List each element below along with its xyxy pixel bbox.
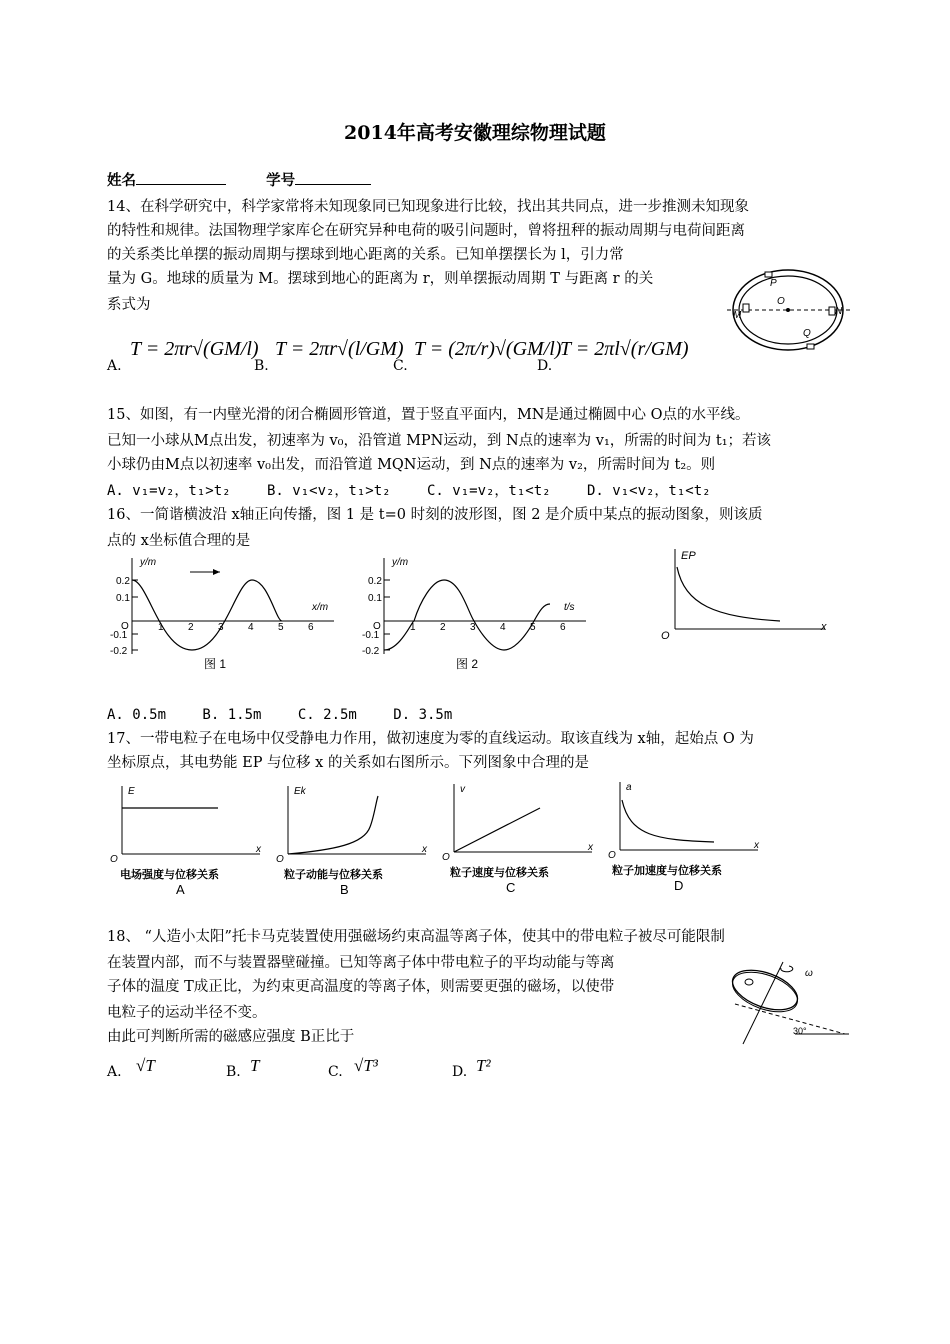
q18-line-4: 电粒子的运动半径不变。: [107, 1005, 267, 1021]
wave-figure-1: [108, 552, 338, 674]
svg-text:0.1: 0.1: [116, 593, 130, 604]
svg-text:图 1: 图 1: [204, 657, 227, 671]
ep-vs-x-graph: [655, 545, 835, 645]
q18-line-5: 由此可判断所需的磁感应强度 B正比于: [107, 1029, 355, 1045]
q17-line-1: 17、一带电粒子在电场中仅受静电力作用，做初速度为零的直线运动。取该直线为 x轴，起始点 O 为: [107, 731, 754, 747]
graph-c-letter: C: [506, 880, 516, 895]
q18-option-c-label: C.: [328, 1064, 343, 1080]
q14-option-c-label: C.: [393, 358, 408, 374]
q14-line-2: 的特性和规律。法国物理学家库仑在研究异种电荷的吸引问题时，曾将扭秤的振动周期与电荷间距离: [107, 223, 745, 239]
name-field[interactable]: [136, 170, 226, 185]
q14-line-1: 14、在科学研究中，科学家常将未知现象同已知现象进行比较，找出其共同点，进一步推测未知现象: [107, 199, 749, 215]
svg-text:5: 5: [278, 622, 284, 633]
q14-line-5: 系式为: [107, 297, 151, 313]
graph-d-caption: 粒子加速度与位移关系: [612, 865, 722, 877]
q14-formula-a: T = 2πr√(GM/l): [130, 338, 259, 360]
label-p: P: [770, 278, 777, 289]
graph-c-caption: 粒子速度与位移关系: [450, 867, 549, 879]
graph-b-caption: 粒子动能与位移关系: [284, 869, 383, 881]
svg-text:x: x: [821, 621, 827, 633]
page-title: 2014年高考安徽理综物理试题: [344, 122, 606, 144]
svg-text:O: O: [373, 621, 381, 632]
q17-line-2: 坐标原点，其电势能 EP 与位移 x 的关系如右图所示。下列图象中合理的是: [107, 755, 589, 771]
q14-line-3: 的关系类比单摆的振动周期与摆球到地心距离的关系。已知单摆摆长为 l，引力常: [107, 247, 624, 263]
svg-text:图 2: 图 2: [456, 657, 479, 671]
svg-text:x: x: [256, 844, 261, 855]
graph-b-letter: B: [340, 882, 349, 897]
svg-text:0.2: 0.2: [368, 576, 382, 587]
graph-d-letter: D: [674, 878, 684, 893]
id-field[interactable]: [295, 170, 371, 185]
svg-text:O: O: [121, 621, 129, 632]
svg-text:3: 3: [470, 622, 476, 633]
q18-line-3: 子体的温度 T成正比，为约束更高温度的等离子体，则需要更强的磁场，以使带: [107, 979, 615, 995]
svg-text:5: 5: [530, 622, 536, 633]
q14-formula-b: T = 2πr√(l/GM): [275, 338, 404, 360]
label-o: O: [777, 296, 785, 307]
svg-text:O: O: [276, 854, 284, 862]
student-header: [107, 170, 371, 192]
svg-text:4: 4: [248, 622, 254, 633]
label-q: Q: [803, 328, 811, 339]
svg-text:3: 3: [218, 622, 224, 633]
svg-text:-0.1: -0.1: [362, 630, 380, 641]
q18-option-a-label: A.: [107, 1064, 122, 1080]
svg-text:y/m: y/m: [392, 557, 409, 568]
svg-text:x: x: [588, 842, 593, 853]
q18-line-2: 在装置内部，而不与装置器壁碰撞。已知等离子体中带电粒子的平均动能与等离: [107, 955, 615, 971]
q15-line-3: 小球仍由M点以初速率 v₀出发，而沿管道 MQN运动，到 N点的速率为 v₂，所需时间为 t₂。则: [107, 457, 716, 473]
svg-text:x: x: [754, 840, 759, 851]
svg-text:O: O: [110, 854, 118, 862]
q15-options: A. v₁=v₂，t₁>t₂ B. v₁<v₂，t₁>t₂ C. v₁=v₂，t₁<t₂ D. v₁<v₂，t₁<t₂: [107, 483, 711, 499]
wave-figure-2: [360, 552, 590, 674]
svg-text:2: 2: [188, 622, 194, 633]
graph-d: [606, 778, 766, 858]
q18-option-d-label: D.: [452, 1064, 468, 1080]
svg-text:E: E: [128, 786, 135, 797]
name-label: 姓名: [107, 172, 136, 189]
id-label: 学号: [266, 172, 296, 189]
svg-text:1: 1: [158, 622, 164, 633]
svg-text:-0.2: -0.2: [362, 646, 380, 657]
q15-line-1: 15、如图，有一内壁光滑的闭合椭圆形管道，置于竖直平面内，MN是通过椭圆中心 O点的水平线。: [107, 407, 750, 423]
q14-option-b-label: B.: [254, 358, 269, 374]
svg-text:0.1: 0.1: [368, 593, 382, 604]
svg-text:4: 4: [500, 622, 506, 633]
svg-text:2: 2: [440, 622, 446, 633]
svg-text:Ek: Ek: [294, 786, 306, 797]
q14-option-a-label: A.: [107, 358, 122, 374]
graph-b: [274, 782, 434, 862]
q16-line-1: 16、一简谐横波沿 x轴正向传播，图 1 是 t=0 时刻的波形图，图 2 是介质中某点的振动图象，则该质: [107, 507, 763, 523]
ellipse-tube-figure: [725, 260, 855, 360]
q14-formula-d: T = 2πl√(r/GM): [560, 338, 689, 360]
graph-c: [440, 780, 600, 860]
disc-figure: [725, 958, 855, 1048]
svg-text:6: 6: [560, 622, 566, 633]
svg-text:30°: 30°: [793, 1026, 807, 1036]
q18-option-b-label: B.: [226, 1064, 241, 1080]
svg-text:O: O: [661, 630, 670, 642]
svg-text:x: x: [422, 844, 427, 855]
svg-text:0.2: 0.2: [116, 576, 130, 587]
svg-text:-0.2: -0.2: [110, 646, 128, 657]
label-n: N: [835, 306, 843, 317]
svg-text:ω: ω: [805, 968, 813, 979]
graph-a-caption: 电场强度与位移关系: [120, 869, 219, 881]
svg-text:y/m: y/m: [140, 557, 157, 568]
svg-text:t/s: t/s: [564, 602, 575, 613]
q16-line-2: 点的 x坐标值合理的是: [107, 533, 251, 549]
label-m: M: [733, 310, 742, 321]
q18-line-1: 18、 “人造小太阳”托卡马克装置使用强磁场约束高温等离子体，使其中的带电粒子被尽可能限制: [107, 929, 725, 945]
svg-text:-0.1: -0.1: [110, 630, 128, 641]
q15-line-2: 已知一小球从M点出发，初速率为 v₀，沿管道 MPN运动，到 N点的速率为 v₁，所需的时间为 t₁；若该: [107, 433, 772, 449]
svg-text:v: v: [460, 784, 465, 795]
q18-option-c-value: √T³: [354, 1056, 378, 1075]
q18-option-a-value: √T: [136, 1056, 155, 1075]
q18-option-d-value: T²: [476, 1056, 491, 1075]
svg-text:EP: EP: [681, 550, 696, 562]
svg-text:6: 6: [308, 622, 314, 633]
q14-formula-c: T = (2π/r)√(GM/l): [414, 338, 562, 360]
q14-line-4: 量为 G。地球的质量为 M。摆球到地心的距离为 r，则单摆振动周期 T 与距离 r 的关: [107, 271, 654, 287]
svg-text:x/m: x/m: [312, 602, 329, 613]
svg-text:1: 1: [410, 622, 416, 633]
svg-text:O: O: [442, 852, 450, 860]
q14-option-d-label: D.: [537, 358, 553, 374]
svg-text:O: O: [608, 850, 616, 858]
graph-a: [108, 782, 268, 862]
q16-options: A. 0.5m B. 1.5m C. 2.5m D. 3.5m: [107, 707, 453, 723]
graph-a-letter: A: [176, 882, 185, 897]
q18-option-b-value: T: [250, 1056, 260, 1075]
svg-text:a: a: [626, 782, 632, 793]
